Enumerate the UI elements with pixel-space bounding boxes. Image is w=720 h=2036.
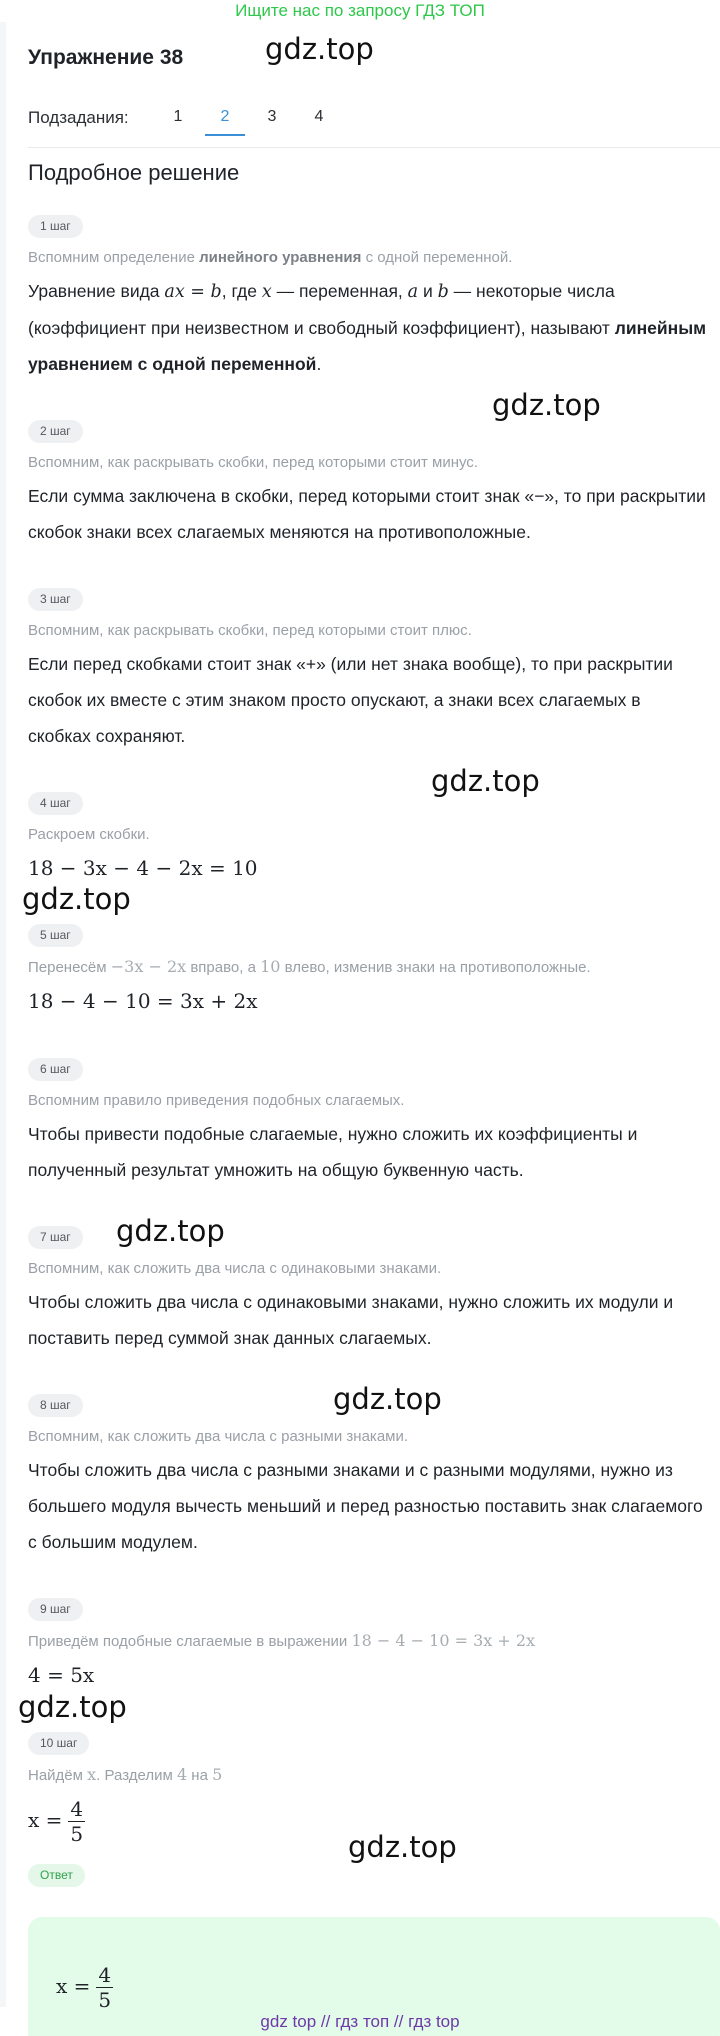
step-3 (28, 588, 708, 754)
step-5 (28, 924, 708, 1013)
watermark: gdz.top (265, 32, 374, 66)
watermark: gdz.top (431, 764, 540, 798)
section-title: Подробное решение (28, 160, 240, 185)
step-hint: Перенесём −3x − 2x вправо, а 10 влево, изменив знаки на противоположные. (28, 957, 591, 976)
search-banner: Ищите нас по запросу ГДЗ ТОП (235, 1, 485, 20)
step-hint: Вспомним, как раскрывать скобки, перед которыми стоит плюс. (28, 622, 472, 639)
step-hint: Найдём x. Разделим 4 на 5 (28, 1765, 223, 1784)
subtask-tab-1[interactable]: 1 (173, 108, 183, 125)
watermark: gdz.top (333, 1382, 442, 1416)
step-4 (28, 792, 708, 880)
step-badge: 6 шаг (28, 1058, 83, 1081)
step-badge: 4 шаг (28, 792, 83, 815)
step-badge: 10 шаг (28, 1732, 89, 1755)
answer-section (28, 1864, 708, 1887)
step-badge: 1 шаг (28, 215, 83, 238)
footer-links[interactable]: gdz top // гдз топ // гдз top (260, 2012, 460, 2031)
step-text: Если сумма заключена в скобки, перед которыми стоит знак «−», то при раскрытии скобок знаки всех слагаемых меняются на противоположные. (28, 486, 706, 542)
step-badge: 9 шаг (28, 1598, 83, 1621)
step-formula: 18 − 3x − 4 − 2x = 10 (28, 856, 258, 880)
step-text: Уравнение вида ax = b, где x — переменная, a и b — некоторые числа (коэффициент при неизвестном и свободный коэффициент), называют линейным уравнением с одной переменной. (28, 281, 707, 374)
step-hint: Вспомним, как сложить два числа с одинаковыми знаками. (28, 1260, 442, 1277)
step-hint: Раскроем скобки. (28, 826, 150, 843)
step-badge: 2 шаг (28, 420, 83, 443)
exercise-title: Упражнение 38 (28, 46, 184, 69)
step-hint: Вспомним правило приведения подобных слагаемых. (28, 1092, 405, 1109)
watermark: gdz.top (22, 882, 131, 916)
answer-badge: Ответ (28, 1864, 85, 1887)
step-6 (28, 1058, 708, 1188)
subtask-tab-2[interactable]: 2 (205, 106, 245, 136)
step-formula: 18 − 4 − 10 = 3x + 2x (28, 989, 258, 1013)
watermark: gdz.top (348, 1830, 457, 1864)
subtasks-label: Подзадания: (28, 108, 129, 127)
answer-formula: x = $\frac{4}{5}$ (56, 1963, 112, 2012)
step-text: Чтобы привести подобные слагаемые, нужно сложить их коэффициенты и полученный результат умножить на общую буквенную часть. (28, 1124, 638, 1180)
step-2 (28, 420, 708, 550)
step-badge: 7 шаг (28, 1226, 83, 1249)
step-text: Чтобы сложить два числа с одинаковыми знаками, нужно сложить их модули и поставить перед суммой знак данных слагаемых. (28, 1292, 674, 1348)
step-text: Чтобы сложить два числа с разными знаками и с разными модулями, нужно из большего модуля вычесть меньший и перед разностью поставить знак слагаемого с большим модулем. (28, 1460, 703, 1552)
subtask-tab-3[interactable]: 3 (267, 108, 277, 125)
step-text: Если перед скобками стоит знак «+» (или нет знака вообще), то при раскрытии скобок их вместе с этим знаком просто опускают, а знаки всех слагаемых в скобках сохраняют. (28, 654, 673, 746)
watermark: gdz.top (492, 388, 601, 422)
step-hint: Вспомним, как раскрывать скобки, перед которыми стоит минус. (28, 454, 478, 471)
watermark: gdz.top (116, 1214, 225, 1248)
step-hint: Вспомним определение линейного уравнения с одной переменной. (28, 249, 513, 266)
step-8 (28, 1394, 708, 1560)
step-badge: 3 шаг (28, 588, 83, 611)
step-1 (28, 215, 708, 382)
step-hint: Приведём подобные слагаемые в выражении 18 − 4 − 10 = 3x + 2x (28, 1631, 536, 1650)
step-badge: 8 шаг (28, 1394, 83, 1417)
step-10 (28, 1732, 708, 1846)
step-formula: 4 = 5x (28, 1663, 95, 1687)
step-badge: 5 шаг (28, 924, 83, 947)
step-9 (28, 1598, 708, 1687)
subtask-tab-4[interactable]: 4 (314, 108, 324, 125)
watermark: gdz.top (18, 1690, 127, 1724)
subtasks-bar (28, 92, 720, 148)
step-hint: Вспомним, как сложить два числа с разными знаками. (28, 1428, 409, 1445)
step-formula: x = $\frac{4}{5}$ (28, 1797, 84, 1846)
